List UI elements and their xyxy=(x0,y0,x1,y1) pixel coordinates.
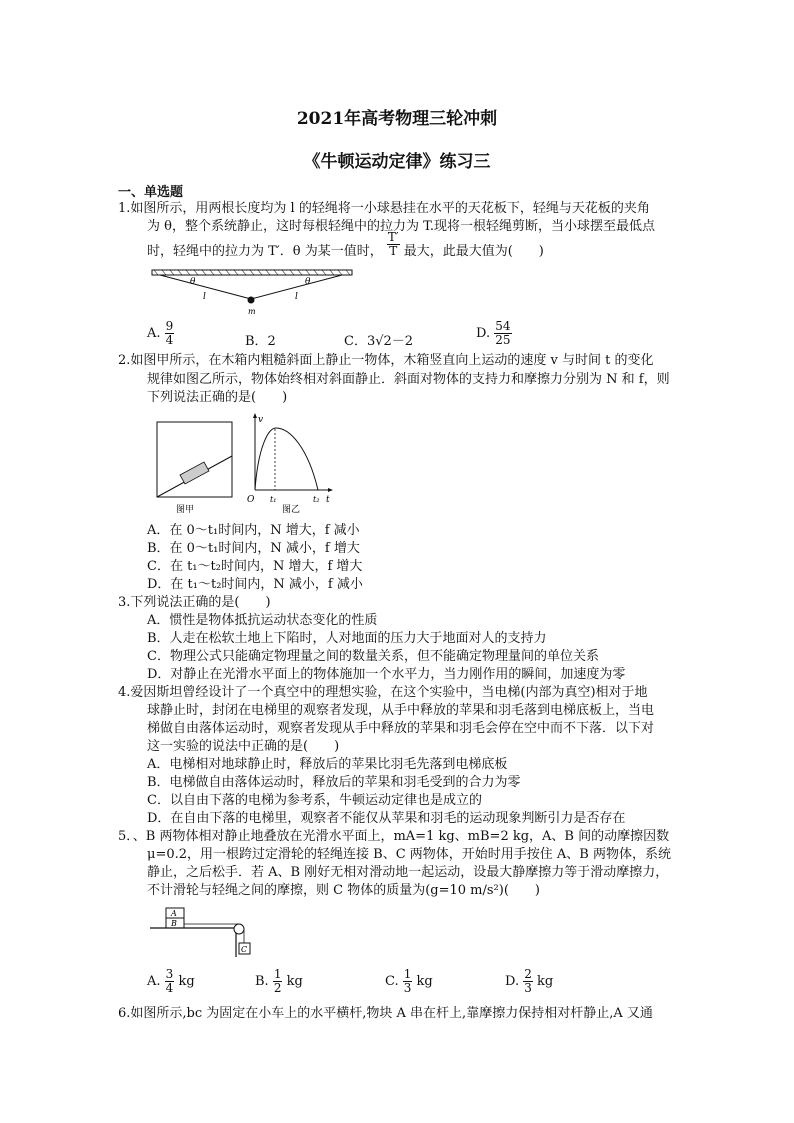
q5-option-b: B. $\frac{1}{2}$ kg xyxy=(255,967,303,995)
q4-option-b: B．电梯做自由落体运动时，释放后的苹果和羽毛受到的合力为零 xyxy=(147,775,521,790)
page-subtitle: 《牛顿运动定律》练习三 xyxy=(303,152,491,172)
origin-label: O xyxy=(247,495,255,505)
q1-option-d: D. $\frac{54}{25}$ xyxy=(476,319,511,347)
q1-line3b: 最大，此最大值为( ) xyxy=(403,244,544,259)
fig-yi-label: 图乙 xyxy=(282,505,301,515)
q5-line3: 静止，之后松手．若 A、B 刚好无相对滑动地一起运动，设最大静摩擦力等于滑动摩擦力， xyxy=(147,865,669,880)
q3-option-a: A．惯性是物体抵抗运动状态变化的性质 xyxy=(147,613,378,628)
t1-label: t₁ xyxy=(270,495,277,504)
q1-line3a: 时，轻绳中的拉力为 T′．θ 为某一值时， xyxy=(147,244,383,259)
page-title: 2021年高考物理三轮冲刺 xyxy=(296,109,498,129)
q5-line4: 不计滑轮与轻绳之间的摩擦，则 C 物体的质量为(g=10 m/s²)( ) xyxy=(147,883,540,898)
q1-frac-num: T′ xyxy=(387,230,399,244)
q2-line1: 2.如图甲所示，在木箱内粗糙斜面上静止一物体，木箱竖直向上运动的速度 v 与时间 t 的变化 xyxy=(118,353,654,368)
q1-fraction xyxy=(387,231,400,258)
block-b-label: B xyxy=(171,919,177,928)
q2-option-d: D．在 t₁～t₂时间内，N 减小，f 减小 xyxy=(147,577,363,592)
q1-frac-den: T xyxy=(389,244,398,258)
q2-option-a: A．在 0～t₁时间内，N 增大，f 减小 xyxy=(147,523,360,538)
q2-option-b: B．在 0～t₁时间内，N 减小，f 增大 xyxy=(147,541,360,556)
block-c-label: C xyxy=(241,945,248,954)
fig-jia-label: 图甲 xyxy=(176,505,195,515)
q4-line1: 4.爱因斯坦曾经设计了一个真空中的理想实验，在这个实验中，当电梯(内部为真空)相对于地 xyxy=(118,685,648,700)
q4-option-a: A．电梯相对地球静止时，释放后的苹果比羽毛先落到电梯底板 xyxy=(147,757,508,772)
q2-line2: 规律如图乙所示，物体始终相对斜面静止．斜面对物体的支持力和摩擦力分别为 N 和 f，则 xyxy=(147,372,670,387)
q5-option-d: D. $\frac{2}{3}$ kg xyxy=(505,967,554,995)
q1-figure xyxy=(150,268,360,318)
mass-label: m xyxy=(248,307,256,316)
v-t-curve xyxy=(255,428,318,490)
q5-figure xyxy=(150,905,260,960)
q1-line1: 1.如图所示，用两根长度均为 l 的轻绳将一小球悬挂在水平的天花板下，轻绳与天花板的夹角 xyxy=(118,201,650,216)
q5-line1: 5．、B 两物体相对静止地叠放在光滑水平面上，mA=1 kg、mB=2 kg，A、B 间的动摩擦因数 xyxy=(118,829,670,844)
q2-line3: 下列说法正确的是( ) xyxy=(147,390,288,405)
t-label: t xyxy=(326,495,330,505)
q3-option-c: C．物理公式只能确定物理量之间的数量关系，但不能确定物理量间的单位关系 xyxy=(147,649,599,664)
q1-line2: 为 θ，整个系统静止，这时每根轻绳中的拉力为 T.现将一根轻绳剪断，当小球摆至最低点 xyxy=(147,219,655,234)
block-a-label: A xyxy=(171,909,177,918)
q5-line2: μ=0.2，用一根跨过定滑轮的轻绳连接 B、C 两物体，开始时用手按住 A、B 两物体，系统 xyxy=(147,847,671,862)
q1-line3 xyxy=(147,230,544,261)
v-label: v xyxy=(258,415,264,425)
q3-option-b: B．人走在松软土地上下陷时，人对地面的压力大于地面对人的支持力 xyxy=(147,631,547,646)
q3-option-d: D．对静止在光滑水平面上的物体施加一个水平力，当力刚作用的瞬间，加速度为零 xyxy=(147,667,626,682)
q4-line4: 这一实验的说法中正确的是( ) xyxy=(147,739,340,754)
section-heading: 一、单选题 xyxy=(118,185,184,200)
q4-option-d: D．在自由下落的电梯里，观察者不能仅从苹果和羽毛的运动现象判断引力是否存在 xyxy=(147,811,626,826)
t2-label: t₂ xyxy=(313,495,320,504)
q2-option-c: C．在 t₁～t₂时间内，N 增大，f 增大 xyxy=(147,559,363,574)
l-left-label: l xyxy=(203,292,206,302)
q5-option-c: C. $\frac{1}{3}$ kg xyxy=(385,967,433,995)
q1-option-c: C．3√2－2 xyxy=(344,334,414,349)
pulley xyxy=(234,924,244,934)
l-right-label: l xyxy=(295,292,298,302)
theta-left-label: θ xyxy=(190,277,196,287)
q2-figure xyxy=(150,408,340,518)
q5-option-a: A. $\frac{3}{4}$ kg xyxy=(147,967,195,995)
q1-option-a: A. $\frac{9}{4}$ xyxy=(147,319,174,347)
q4-line2: 球静止时，封闭在电梯里的观察者发现，从手中释放的苹果和羽毛落到电梯底板上，当电 xyxy=(147,703,655,718)
q1-option-b: B．2 xyxy=(245,334,276,349)
q6-line1: 6.如图所示,bc 为固定在小车上的水平横杆,物块 A 串在杆上,靠摩擦力保持相对杆静止,A 又通 xyxy=(118,1006,653,1021)
wooden-box xyxy=(157,422,232,497)
q3-line1: 3.下列说法正确的是( ) xyxy=(118,595,271,610)
q4-line3: 梯做自由落体运动时，观察者发现从手中释放的苹果和羽毛会停在空中而不下落．以下对 xyxy=(147,721,655,736)
theta-right-label: θ xyxy=(305,277,311,287)
q4-option-c: C．以自由下落的电梯为参考系，牛顿运动定律也是成立的 xyxy=(147,793,482,808)
ball xyxy=(248,297,255,304)
